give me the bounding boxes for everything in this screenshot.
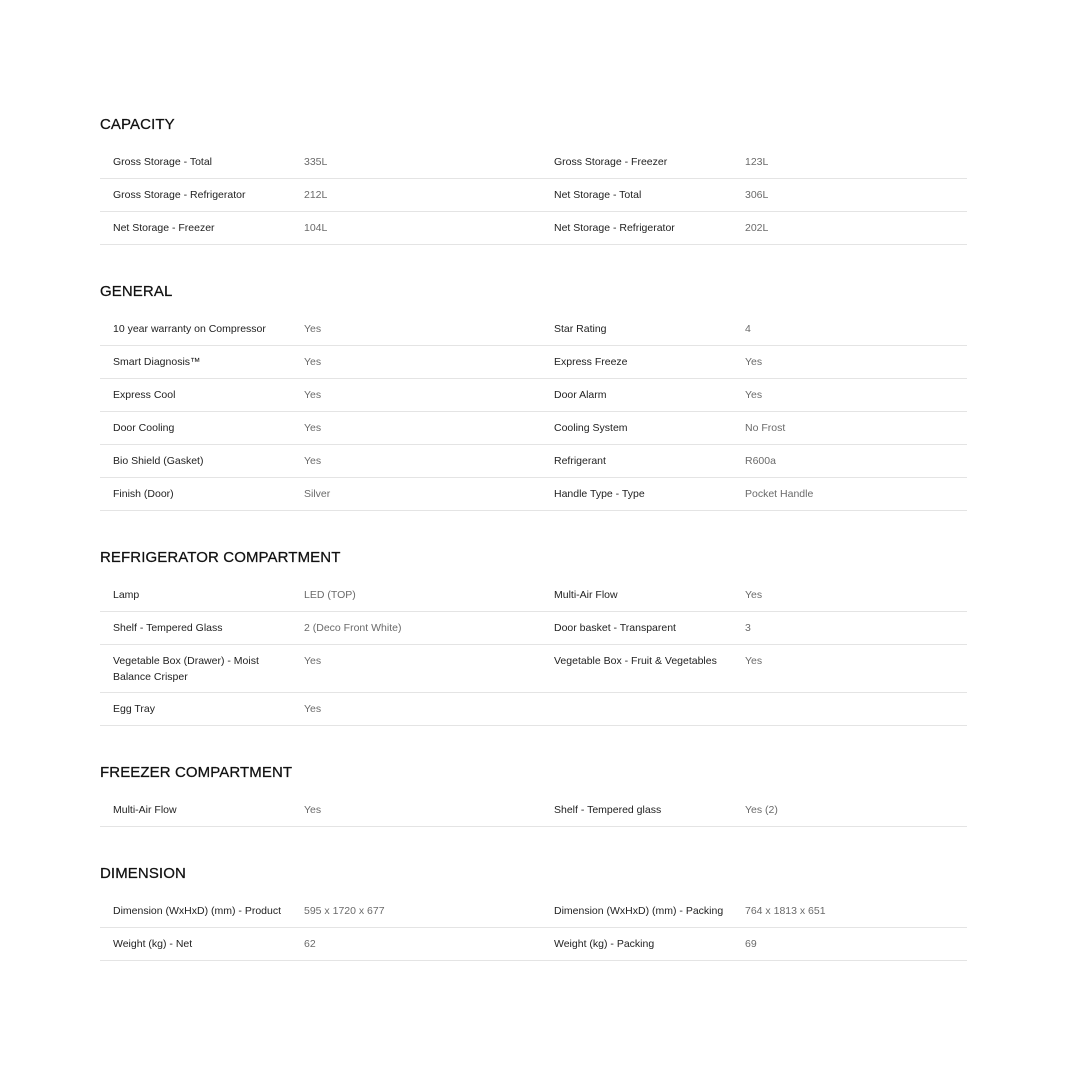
section-freezer-compartment (100, 760, 967, 827)
spec-value: Yes (745, 389, 763, 401)
spec-value: 212L (304, 189, 328, 201)
spec-value: Yes (304, 655, 322, 667)
spec-label: Door basket - Transparent (554, 622, 676, 634)
section-general (100, 279, 967, 511)
spec-label: Weight (kg) - Packing (554, 938, 655, 950)
spec-value: Yes (745, 356, 763, 368)
spec-row (100, 345, 967, 378)
spec-row (100, 927, 967, 960)
spec-label: Dimension (WxHxD) (mm) - Packing (554, 905, 724, 917)
section-title: GENERAL (100, 283, 173, 300)
spec-value: Yes (745, 655, 763, 667)
section-title: CAPACITY (100, 116, 175, 133)
spec-label: Egg Tray (113, 703, 156, 715)
spec-label: Gross Storage - Refrigerator (113, 189, 246, 201)
spec-label: Gross Storage - Freezer (554, 156, 668, 168)
spec-value: 2 (Deco Front White) (304, 622, 402, 634)
spec-value: 595 x 1720 x 677 (304, 905, 385, 917)
spec-row (100, 794, 967, 826)
spec-value: Pocket Handle (745, 488, 814, 500)
spec-row (100, 477, 967, 510)
section-title: DIMENSION (100, 865, 186, 882)
spec-value: Yes (304, 323, 322, 335)
spec-value: 123L (745, 156, 769, 168)
spec-value: 306L (745, 189, 769, 201)
spec-label: Express Cool (113, 389, 176, 401)
spec-label: Shelf - Tempered glass (554, 804, 662, 816)
spec-row (100, 579, 967, 611)
spec-row (100, 692, 967, 725)
spec-value: Yes (304, 455, 322, 467)
spec-label: Vegetable Box (Drawer) - Moist Balance Crisper (113, 655, 259, 683)
spec-table (100, 895, 967, 961)
spec-value: No Frost (745, 422, 786, 434)
spec-row (100, 146, 967, 178)
spec-value: Yes (304, 422, 322, 434)
spec-value: 104L (304, 222, 328, 234)
spec-table (100, 794, 967, 827)
section-title: REFRIGERATOR COMPARTMENT (100, 549, 341, 566)
section-refrigerator-compartment (100, 545, 967, 726)
spec-value: Yes (304, 703, 322, 715)
spec-label: Net Storage - Refrigerator (554, 222, 675, 234)
spec-label: Shelf - Tempered Glass (113, 622, 223, 634)
spec-row (100, 644, 967, 692)
spec-label: Multi-Air Flow (113, 804, 177, 816)
spec-value: 3 (745, 622, 751, 634)
spec-label (554, 693, 745, 725)
spec-label: Dimension (WxHxD) (mm) - Product (113, 905, 282, 917)
spec-label: Multi-Air Flow (554, 589, 618, 601)
spec-label: Bio Shield (Gasket) (113, 455, 204, 467)
spec-label: Star Rating (554, 323, 607, 335)
spec-label: Finish (Door) (113, 488, 174, 500)
spec-value: 69 (745, 938, 757, 950)
spec-value (745, 693, 967, 725)
spec-row (100, 313, 967, 345)
spec-table (100, 579, 967, 726)
spec-label: Gross Storage - Total (113, 156, 213, 168)
spec-value: Yes (304, 389, 322, 401)
spec-value: 335L (304, 156, 328, 168)
spec-row (100, 444, 967, 477)
spec-row (100, 411, 967, 444)
spec-value: 4 (745, 323, 751, 335)
spec-value: Yes (304, 356, 322, 368)
section-title: FREEZER COMPARTMENT (100, 764, 293, 781)
spec-value: 202L (745, 222, 769, 234)
spec-label: Handle Type - Type (554, 488, 645, 500)
specifications (100, 112, 967, 961)
spec-label: Express Freeze (554, 356, 628, 368)
spec-label: Lamp (113, 589, 140, 601)
spec-label: Weight (kg) - Net (113, 938, 193, 950)
spec-row (100, 611, 967, 644)
spec-label: Vegetable Box - Fruit & Vegetables (554, 655, 717, 667)
spec-value: Yes (745, 589, 763, 601)
spec-label: Smart Diagnosis™ (113, 356, 201, 368)
spec-value: 764 x 1813 x 651 (745, 905, 826, 917)
spec-label: Net Storage - Freezer (113, 222, 215, 234)
spec-row (100, 378, 967, 411)
spec-value: Silver (304, 488, 331, 500)
section-dimension (100, 861, 967, 961)
spec-row (100, 211, 967, 244)
spec-label: Door Alarm (554, 389, 607, 401)
spec-label: Refrigerant (554, 455, 606, 467)
spec-table (100, 146, 967, 245)
spec-label: Net Storage - Total (554, 189, 642, 201)
spec-table (100, 313, 967, 511)
spec-label: Door Cooling (113, 422, 175, 434)
spec-label: 10 year warranty on Compressor (113, 323, 266, 335)
spec-value: Yes (2) (745, 804, 778, 816)
spec-value: LED (TOP) (304, 589, 356, 601)
spec-value: R600a (745, 455, 776, 467)
section-capacity (100, 112, 967, 245)
spec-label: Cooling System (554, 422, 628, 434)
spec-row (100, 895, 967, 927)
spec-row (100, 178, 967, 211)
spec-value: Yes (304, 804, 322, 816)
spec-value: 62 (304, 938, 316, 950)
